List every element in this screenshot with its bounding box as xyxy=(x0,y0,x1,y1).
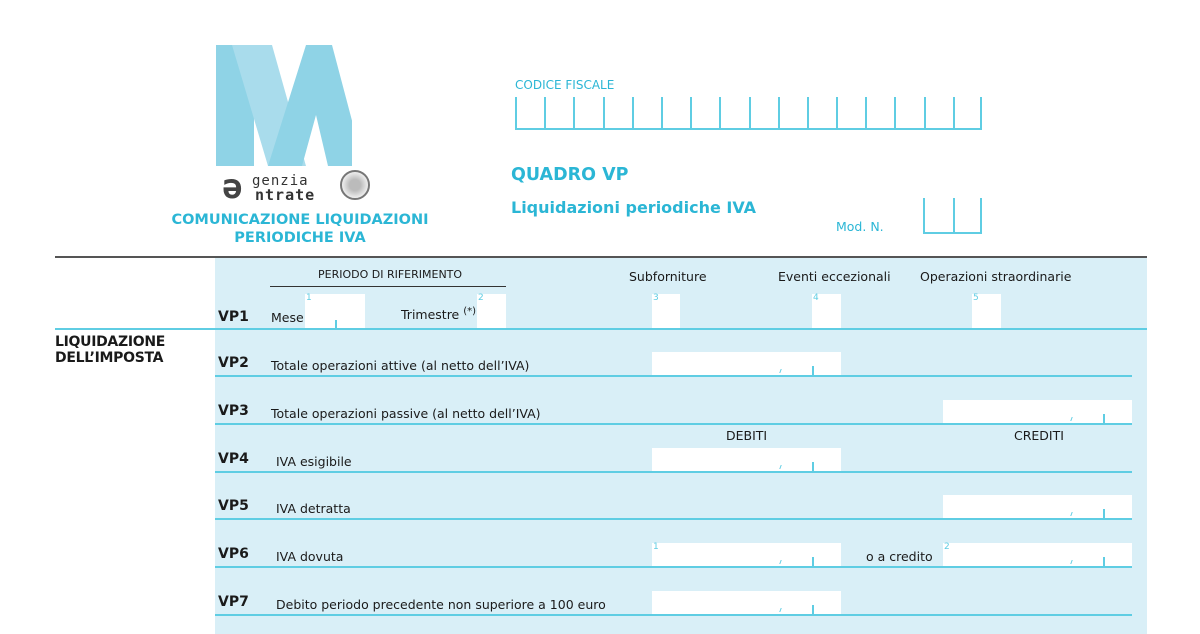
trimestre-input[interactable] xyxy=(477,294,506,329)
vp5-label: IVA detratta xyxy=(276,501,351,516)
codice-fiscale-cell[interactable] xyxy=(632,97,661,130)
eventi-label: Eventi eccezionali xyxy=(778,269,891,284)
field-number: 5 xyxy=(973,293,979,303)
logo-letters-va xyxy=(232,45,352,166)
codice-fiscale-cell[interactable] xyxy=(778,97,807,130)
vp4-underline xyxy=(215,471,1132,473)
vp2-label: Totale operazioni attive (al netto dell’IVA) xyxy=(271,358,530,373)
codice-fiscale-label: CODICE FISCALE xyxy=(515,78,615,92)
field-number: 3 xyxy=(653,293,659,303)
codice-fiscale-cell[interactable] xyxy=(894,97,923,130)
codice-fiscale-cell[interactable] xyxy=(807,97,836,130)
vp4-label: IVA esigibile xyxy=(276,454,352,469)
periodo-header: PERIODO DI RIFERIMENTO xyxy=(318,268,463,281)
vp2-code: VP2 xyxy=(218,355,249,371)
vp7-debiti-input[interactable] xyxy=(652,591,841,614)
field-number: 1 xyxy=(306,293,312,303)
vp7-underline xyxy=(215,614,1132,616)
vp2-debiti-input[interactable] xyxy=(652,352,841,375)
mese-label: Mese xyxy=(271,310,304,325)
debiti-header: DEBITI xyxy=(726,428,768,443)
digit-separator xyxy=(812,605,814,614)
codice-fiscale-cell[interactable] xyxy=(603,97,632,130)
operazioni-label: Operazioni straordinarie xyxy=(920,269,1072,284)
vp1-underline xyxy=(55,328,1147,330)
vp6-underline xyxy=(215,566,1132,568)
codice-fiscale-cell[interactable] xyxy=(865,97,894,130)
vp3-code: VP3 xyxy=(218,403,249,419)
mod-n-cell[interactable] xyxy=(953,198,983,234)
field-number: 4 xyxy=(813,293,819,303)
codice-fiscale-cell[interactable] xyxy=(515,97,544,130)
mod-n-cell[interactable] xyxy=(923,198,953,234)
decimal-comma xyxy=(779,560,781,564)
decimal-comma xyxy=(1070,512,1072,516)
vp3-underline xyxy=(215,423,1132,425)
section-label xyxy=(55,334,165,366)
communication-title-line2: PERIODICHE IVA xyxy=(234,230,366,246)
vp3-crediti-input[interactable] xyxy=(943,400,1132,423)
agency-line1: genzia xyxy=(252,173,309,189)
agency-line2: ntrate xyxy=(255,186,316,204)
subforniture-input[interactable] xyxy=(652,294,680,329)
decimal-comma xyxy=(1070,560,1072,564)
codice-fiscale-cell[interactable] xyxy=(924,97,953,130)
periodo-underline xyxy=(270,286,506,287)
quadro-title: QUADRO VP xyxy=(511,165,629,185)
codice-fiscale-cell[interactable] xyxy=(749,97,778,130)
digit-separator xyxy=(812,462,814,471)
decimal-comma xyxy=(779,369,781,373)
vp6-crediti-input[interactable] xyxy=(943,543,1132,566)
vp6-label: IVA dovuta xyxy=(276,549,344,564)
vp7-code: VP7 xyxy=(218,594,249,610)
digit-separator xyxy=(1103,557,1105,566)
codice-fiscale-cell[interactable] xyxy=(836,97,865,130)
decimal-comma xyxy=(779,608,781,612)
codice-fiscale-cell[interactable] xyxy=(573,97,602,130)
codice-fiscale-cell[interactable] xyxy=(690,97,719,130)
vp2-underline xyxy=(215,375,1132,377)
codice-fiscale-cell[interactable] xyxy=(661,97,690,130)
mod-n-input[interactable] xyxy=(923,198,982,234)
vp5-code: VP5 xyxy=(218,498,249,514)
decimal-comma xyxy=(1070,417,1072,421)
trimestre-note: (*) xyxy=(463,306,477,317)
vp6-debiti-input[interactable] xyxy=(652,543,841,566)
codice-fiscale-cell[interactable] xyxy=(719,97,748,130)
mese-input[interactable] xyxy=(305,294,365,329)
codice-fiscale-cell[interactable] xyxy=(953,97,982,130)
trimestre-text: Trimestre xyxy=(401,307,460,323)
vp5-crediti-input[interactable] xyxy=(943,495,1132,518)
field-number: 2 xyxy=(478,293,484,303)
codice-fiscale-cell[interactable] xyxy=(544,97,573,130)
vp6-code: VP6 xyxy=(218,546,249,562)
digit-separator xyxy=(812,557,814,566)
operazioni-input[interactable] xyxy=(972,294,1001,329)
codice-fiscale-input[interactable] xyxy=(515,97,982,132)
mod-n-label: Mod. N. xyxy=(836,219,884,234)
republic-emblem-icon xyxy=(340,170,370,200)
section-label-line2: DELL’IMPOSTA xyxy=(55,350,164,366)
quadro-subtitle: Liquidazioni periodiche IVA xyxy=(511,198,757,217)
field-number: 2 xyxy=(944,542,950,552)
vp4-debiti-input[interactable] xyxy=(652,448,841,471)
digit-separator xyxy=(812,366,814,375)
trimestre-label xyxy=(401,306,476,322)
crediti-header: CREDITI xyxy=(1014,428,1064,443)
decimal-comma xyxy=(779,465,781,469)
vp6-mid-label: o a credito xyxy=(866,549,933,564)
vp1-code: VP1 xyxy=(218,309,249,325)
digit-separator xyxy=(1103,414,1105,423)
communication-title xyxy=(150,211,450,247)
vp5-underline xyxy=(215,518,1132,520)
vp4-code: VP4 xyxy=(218,451,249,467)
agency-initial-glyph: ə xyxy=(222,167,243,207)
subforniture-label: Subforniture xyxy=(629,269,707,284)
digit-separator xyxy=(1103,509,1105,518)
vp7-label: Debito periodo precedente non superiore a 100 euro xyxy=(276,597,606,612)
communication-title-line1: COMUNICAZIONE LIQUIDAZIONI xyxy=(171,212,429,228)
field-number: 1 xyxy=(653,542,659,552)
eventi-input[interactable] xyxy=(812,294,841,329)
section-label-line1: LIQUIDAZIONE xyxy=(55,334,166,350)
vp3-label: Totale operazioni passive (al netto dell’IVA) xyxy=(271,406,541,421)
